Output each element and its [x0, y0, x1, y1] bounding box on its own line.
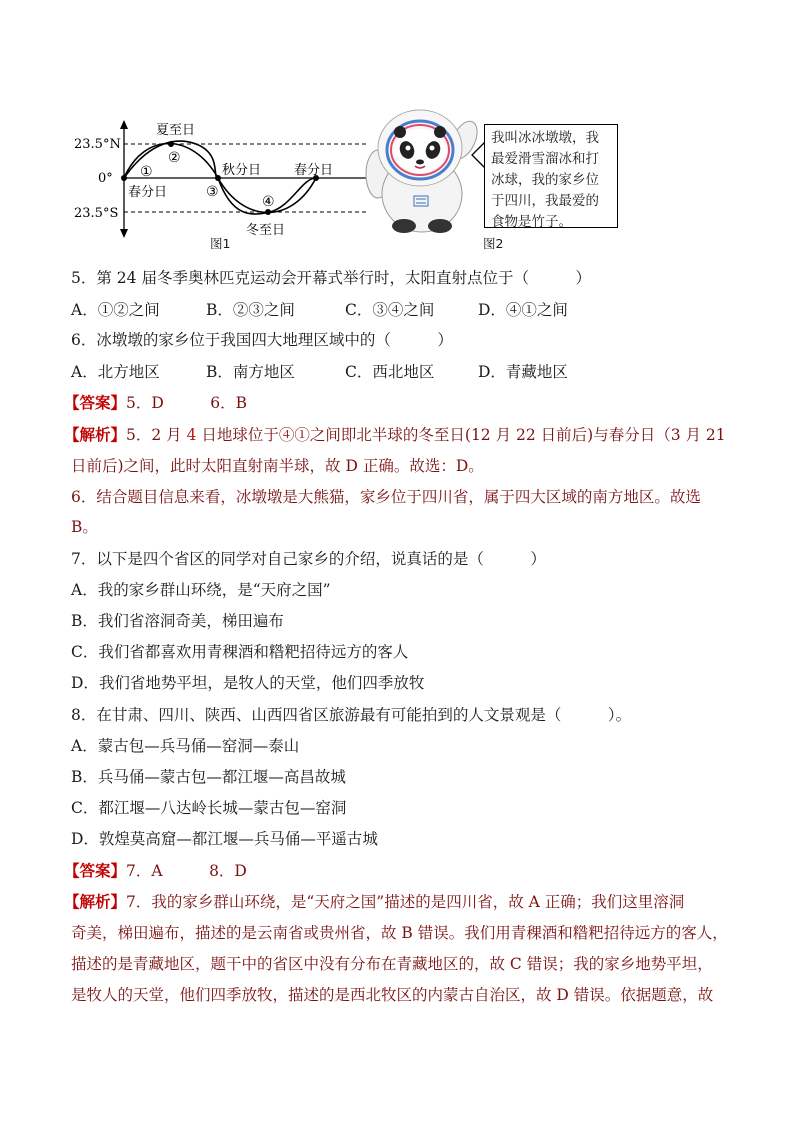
point-summer-solstice	[168, 141, 174, 147]
q5-option-b: B．②③之间	[206, 301, 295, 319]
q6-option-b: B．南方地区	[206, 363, 295, 381]
explanation-5-line2: 日前后)之间，此时太阳直射南半球，故 D 正确。故选：D。	[71, 457, 484, 475]
q7-option-d: D．我们省地势平坦，是牧人的天堂，他们四季放牧	[71, 674, 425, 692]
marker-3: ③	[206, 184, 219, 200]
q5-option-c: C．③④之间	[345, 301, 435, 319]
q8-stem: 8．在甘肃、四川、陕西、山西四省区旅游最有可能拍到的人文景观是（ ）。	[71, 706, 632, 724]
explanation-text: 5．2 月	[126, 426, 187, 444]
q8-option-a: A．蒙古包—兵马俑—窑洞—泰山	[71, 737, 300, 755]
marker-1: ①	[140, 164, 153, 180]
explanation-7-line3: 描述的是青藏地区，题干中的省区中没有分布在青藏地区的，故 C 错误；我的家乡地势平坦，	[71, 955, 713, 973]
bubble-line: 最爱滑雪溜冰和打	[491, 151, 599, 167]
autumn-equinox-label: 秋分日	[222, 163, 262, 178]
point-autumn-equinox	[215, 175, 221, 181]
answer-tag: 【答案】	[64, 393, 127, 412]
explanation-6-line1: 6．结合题目信息来看，冰墩墩是大熊猫，家乡位于四川省，属于四大区域的南方地区。故选	[71, 488, 701, 506]
speech-bubble	[484, 124, 618, 228]
explanation-6-line2: B。	[71, 518, 98, 536]
answer-5-6	[64, 393, 734, 413]
answer-text: 7．A 8．D	[126, 862, 247, 880]
explanation-highlight: 4	[186, 426, 197, 444]
explanation-5-line1	[64, 425, 734, 445]
q8-option-d: D．敦煌莫高窟—都江堰—兵马俑—平遥古城	[71, 830, 378, 848]
winter-solstice-label: 冬至日	[246, 223, 286, 238]
q6-option-c: C．西北地区	[345, 363, 435, 381]
q7-option-b: B．我们省溶洞奇美，梯田遍布	[71, 612, 284, 630]
q8-option-c: C．都江堰—八达岭长城—蒙古包—窑洞	[71, 799, 347, 817]
mascot-illustration	[360, 104, 484, 234]
spring-equinox-right-label: 春分日	[294, 163, 334, 178]
bubble-line: 冰球，我的家乡位	[491, 172, 599, 188]
marker-2: ②	[168, 150, 181, 166]
lat-n-label: 23.5°N	[74, 137, 121, 152]
marker-4: ④	[262, 194, 275, 210]
q7-option-a: A．我的家乡群山环绕，是“天府之国”	[71, 581, 331, 599]
q6-option-a: A．北方地区	[71, 363, 160, 381]
explanation-7-line4: 是牧人的天堂，他们四季放牧，描述的是西北牧区的内蒙古自治区，故 D 错误。依据题意，故	[71, 986, 714, 1004]
point-spring-equinox-left	[121, 175, 127, 181]
q6-option-d: D．青藏地区	[478, 363, 568, 381]
answer-tag: 【答案】	[64, 861, 127, 880]
answer-7-8	[64, 861, 734, 881]
answer-text: 5．D 6．B	[126, 394, 248, 412]
explanation-7-line2: 奇美，梯田遍布，描述的是云南省或贵州省，故 B 错误。我们用青稞酒和糌粑招待远方的客人，	[71, 924, 728, 942]
figure1-diagram	[72, 118, 372, 248]
q7-stem: 7．以下是四个省区的同学对自己家乡的介绍，说真话的是（ ）	[71, 550, 546, 568]
explanation-tag: 【解析】	[64, 425, 127, 444]
figure2-caption: 图2	[483, 236, 504, 251]
q5-stem: 5．第 24 届冬季奥林匹克运动会开幕式举行时，太阳直射点位于（ ）	[71, 269, 591, 287]
explanation-7-line1	[64, 892, 734, 912]
q6-stem: 6．冰墩墩的家乡位于我国四大地理区域中的（ ）	[71, 331, 453, 349]
spring-equinox-left-label: 春分日	[128, 185, 168, 200]
q8-option-b: B．兵马俑—蒙古包—都江堰—高昌故城	[71, 768, 346, 786]
lat-s-label: 23.5°S	[74, 206, 119, 221]
explanation-text: 日地球位于④①之间即北半球的冬至日(12 月 22 日前后)与春分日（3 月 21	[196, 426, 726, 444]
q5-option-a: A．①②之间	[71, 301, 160, 319]
explanation-tag: 【解析】	[64, 892, 127, 911]
bubble-line: 食物是竹子。	[491, 214, 572, 230]
summer-solstice-label: 夏至日	[156, 123, 196, 138]
q5-option-d: D．④①之间	[478, 301, 568, 319]
explanation-text: 7．我的家乡群山环绕，是“天府之国”描述的是四川省，故 A 正确；我们这里溶洞	[126, 893, 685, 911]
figure1-caption: 图1	[210, 236, 231, 251]
lat-0-label: 0°	[98, 171, 113, 186]
q7-option-c: C．我们省都喜欢用青稞酒和糌粑招待远方的客人	[71, 643, 409, 661]
bubble-line: 我叫冰冰墩墩，我	[491, 130, 599, 146]
bubble-line: 于四川，我最爱的	[491, 193, 599, 209]
